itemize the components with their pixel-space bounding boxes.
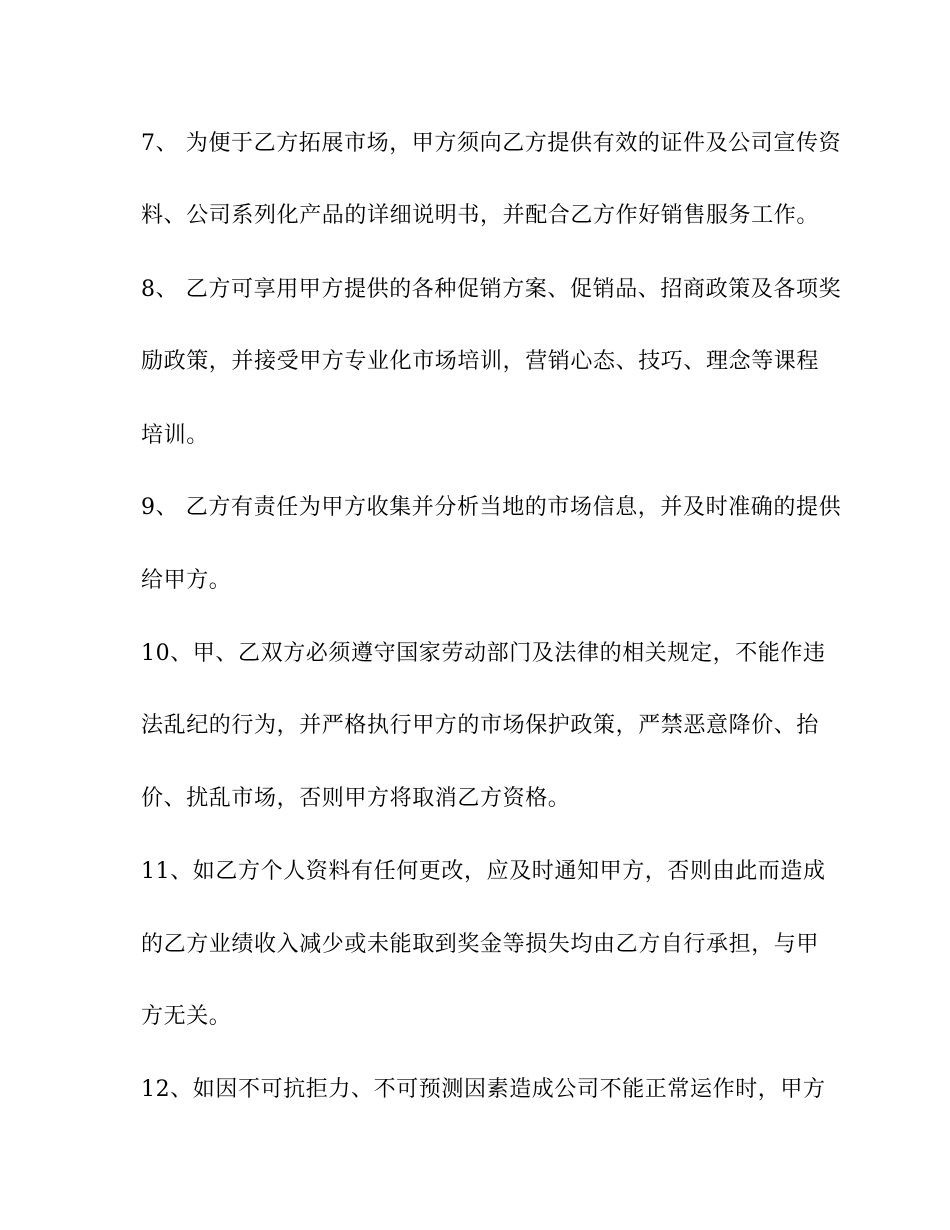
clause-11-line-1: 11、如乙方个人资料有任何更改，应及时通知甲方，否则由此而造成 — [141, 859, 826, 884]
clause-8-line-1: 8、 乙方可享用甲方提供的各种促销方案、促销品、招商政策及各项奖 — [141, 277, 842, 302]
clause-9-line-1: 9、 乙方有责任为甲方收集并分析当地的市场信息，并及时准确的提供 — [141, 495, 842, 520]
clause-9-line-2: 给甲方。 — [141, 568, 232, 593]
clause-7-line-2: 料、公司系列化产品的详细说明书，并配合乙方作好销售服务工作。 — [141, 203, 820, 228]
clause-7-line-1: 7、 为便于乙方拓展市场，甲方须向乙方提供有效的证件及公司宣传资 — [141, 131, 842, 156]
clause-8-line-3: 培训。 — [141, 423, 209, 448]
clause-11-line-2: 的乙方业绩收入减少或未能取到奖金等损失均由乙方自行承担，与甲 — [141, 932, 820, 957]
clause-8-line-2: 励政策，并接受甲方专业化市场培训，营销心态、技巧、理念等课程 — [141, 349, 820, 374]
clause-12-line-1: 12、如因不可抗拒力、不可预测因素造成公司不能正常运作时，甲方 — [141, 1077, 826, 1102]
clause-11-line-3: 方无关。 — [141, 1004, 232, 1029]
clause-10-line-3: 价、扰乱市场，否则甲方将取消乙方资格。 — [141, 786, 571, 811]
clause-10-line-1: 10、甲、乙双方必须遵守国家劳动部门及法律的相关规定，不能作违 — [141, 641, 826, 666]
clause-10-line-2: 法乱纪的行为，并严格执行甲方的市场保护政策，严禁恶意降价、抬 — [141, 713, 820, 738]
